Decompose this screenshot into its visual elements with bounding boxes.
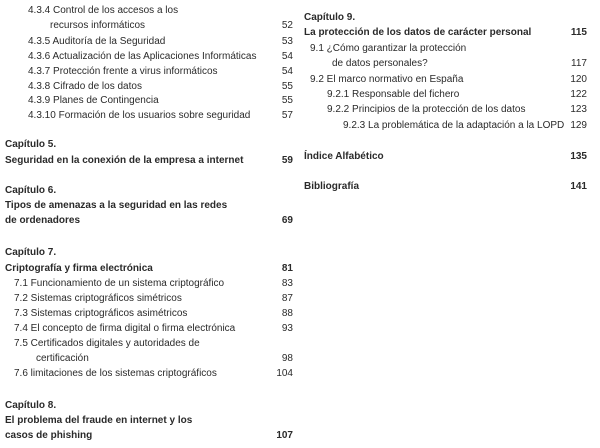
toc-chapter-entry [304,10,587,25]
toc-entry-title: 9.1 ¿Cómo garantizar la protección [310,43,467,54]
toc-entry-title: Capítulo 5. [5,139,57,150]
toc-chapter-entry [5,413,293,428]
toc-entry-title: 7.6 limitaciones de los sistemas criptográficos [14,368,217,379]
toc-page-number: 54 [281,51,293,62]
toc-entry-title: 7.4 El concepto de firma digital o firma electrónica [14,323,236,334]
toc-entry-title: Capítulo 9. [304,12,356,23]
toc-entry [332,56,587,71]
toc-entry [28,3,293,18]
toc-page-number: 129 [570,120,587,131]
toc-entry [14,276,293,291]
toc-entry-title: de datos personales? [332,58,428,69]
toc-chapter-entry [5,245,293,260]
toc-entry-title: Capítulo 8. [5,400,57,411]
toc-entry [28,79,293,94]
toc-page-number: 93 [281,323,293,334]
toc-chapter-entry [304,25,587,40]
toc-entry-title: 7.1 Funcionamiento de un sistema criptográfico [14,278,225,289]
toc-chapter-entry [5,153,293,168]
toc-entry [14,306,293,321]
toc-page-number: 141 [570,181,587,192]
toc-entry [28,34,293,49]
toc-page-number: 117 [571,58,587,69]
toc-entry [310,72,587,87]
toc-page-number: 98 [281,353,293,364]
toc-page-number: 55 [281,81,293,92]
toc-entry-title: La protección de los datos de carácter personal [304,27,532,38]
toc-entry-title: 4.3.9 Planes de Contingencia [28,95,159,106]
toc-entry [50,18,293,33]
toc-chapter-entry [304,149,587,164]
toc-page-number: 55 [281,95,293,106]
toc-chapter-entry [5,213,293,228]
toc-entry-title: 4.3.10 Formación de los usuarios sobre seguridad [28,110,251,121]
toc-entry-title: Seguridad en la conexión de la empresa a internet [5,155,244,166]
toc-chapter-entry [5,183,293,198]
toc-page-number: 52 [281,20,293,31]
toc-entry-title: 7.2 Sistemas criptográficos simétricos [14,293,182,304]
toc-entry-title: 4.3.5 Auditoría de la Seguridad [28,36,166,47]
toc-entry [28,108,293,123]
toc-entry-title: 4.3.6 Actualización de las Aplicaciones Informáticas [28,51,257,62]
toc-entry-title: 4.3.4 Control de los accesos a los [28,5,179,16]
toc-page-number: 120 [570,74,587,85]
toc-entry-title: Capítulo 6. [5,185,57,196]
toc-page-number: 104 [276,368,293,379]
toc-page-number: 53 [281,36,293,47]
toc-entry [28,93,293,108]
toc-entry-title: casos de phishing [5,430,93,441]
toc-entry [310,41,587,56]
toc-chapter-entry [304,179,587,194]
toc-entry-title: El problema del fraude en internet y los [5,415,193,426]
toc-entry [343,118,587,133]
toc-page-number: 69 [281,215,293,226]
toc-entry [28,64,293,79]
toc-entry-title: Criptografía y firma electrónica [5,263,153,274]
toc-page-number: 54 [281,66,293,77]
toc-entry [14,291,293,306]
toc-page-number: 81 [281,263,293,274]
toc-page-number: 87 [281,293,293,304]
toc-page-number: 107 [276,430,293,441]
toc-entry [14,321,293,336]
toc-entry-title: 9.2.1 Responsable del fichero [327,89,460,100]
toc-entry-title: Capítulo 7. [5,247,57,258]
toc-entry-title: de ordenadores [5,215,81,226]
toc-entry-title: certificación [36,353,89,364]
toc-chapter-entry [5,398,293,413]
toc-page-number: 123 [570,104,587,115]
toc-page-number: 59 [281,155,293,166]
toc-entry-title: recursos informáticos [50,20,146,31]
toc-entry-title: Índice Alfabético [304,151,384,162]
toc-chapter-entry [5,428,293,443]
toc-chapter-entry [5,137,293,152]
toc-entry-title: 9.2.2 Principios de la protección de los datos [327,104,526,115]
toc-entry-title: 7.3 Sistemas criptográficos asimétricos [14,308,188,319]
toc-entry [36,351,293,366]
toc-entry-title: 9.2.3 La problemática de la adaptación a la LOPD [343,120,565,131]
toc-entry-title: 9.2 El marco normativo en España [310,74,464,85]
toc-entry-title: 4.3.8 Cifrado de los datos [28,81,142,92]
toc-entry [327,87,587,102]
toc-page-number: 122 [570,89,587,100]
toc-page-number: 57 [281,110,293,121]
toc-chapter-entry [5,261,293,276]
toc-entry-title: Tipos de amenazas a la seguridad en las redes [5,200,228,211]
toc-entry [327,102,587,117]
toc-page-number: 135 [570,151,587,162]
toc-chapter-entry [5,198,293,213]
toc-entry [14,366,293,381]
toc-page-number: 115 [570,27,587,38]
toc-entry-title: 4.3.7 Protección frente a virus informáticos [28,66,218,77]
toc-entry-title: Bibliografía [304,181,360,192]
toc-entry [14,336,293,351]
toc-page-number: 88 [281,308,293,319]
toc-entry [28,49,293,64]
toc-page-number: 83 [281,278,293,289]
toc-entry-title: 7.5 Certificados digitales y autoridades de [14,338,200,349]
